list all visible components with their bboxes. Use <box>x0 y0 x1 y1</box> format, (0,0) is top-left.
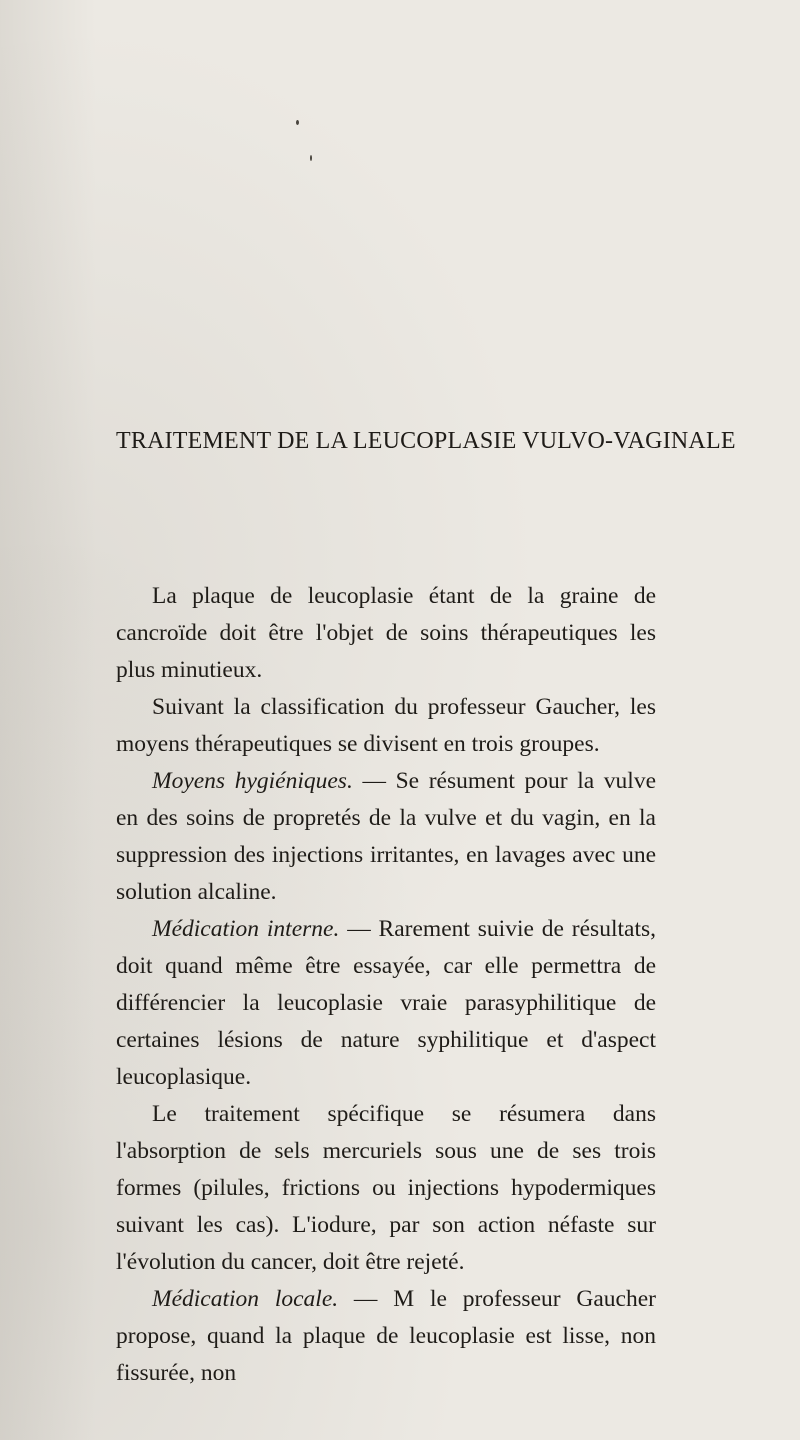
paragraph-specific-treatment <box>116 1096 656 1281</box>
section-heading: Moyens hygiéniques. <box>152 768 353 794</box>
paragraph-hygiene <box>116 763 656 911</box>
paragraph-text: — Rarement suivie de résultats, doit quand même être essayée, car elle permettra de différencier la leucoplasie vraie parasyphilitique de certaines lésions de nature syphilitique et d'aspect leucoplasique. <box>116 916 656 1090</box>
paper-speck <box>310 155 312 161</box>
page-title: TRAITEMENT DE LA LEUCOPLASIE VULVO-VAGINALE <box>116 428 736 454</box>
paragraph-classification <box>116 689 656 763</box>
paper-speck <box>296 120 299 125</box>
paragraph-text: Le traitement spécifique se résumera dans l'absorption de sels mercuriels sous une de ses trois formes (pilules, frictions ou injections hypodermiques suivant les cas). L'iodure, par son action néfaste sur l'évolution du cancer, doit être rejeté. <box>116 1101 656 1275</box>
paragraph-internal-medication <box>116 911 656 1096</box>
paragraph-local-medication <box>116 1281 656 1392</box>
paragraph-text: — Se résument pour la vulve en des soins de propretés de la vulve et du vagin, en la suppression des injections irritantes, en lavages avec une solution alcaline. <box>116 768 657 905</box>
paragraph-intro <box>116 578 656 689</box>
section-heading: Médication locale. <box>152 1286 339 1312</box>
paragraph-text: — M le professeur Gaucher propose, quand la plaque de leucoplasie est lisse, non fissurée, non <box>116 1286 656 1386</box>
body-text <box>116 578 656 1392</box>
section-heading: Médication interne. <box>152 916 340 942</box>
paragraph-text: Suivant la classification du professeur Gaucher, les moyens thérapeutiques se divisent en trois groupes. <box>116 694 656 757</box>
paragraph-text: La plaque de leucoplasie étant de la graine de cancroïde doit être l'objet de soins thérapeutiques les plus minutieux. <box>116 583 656 683</box>
